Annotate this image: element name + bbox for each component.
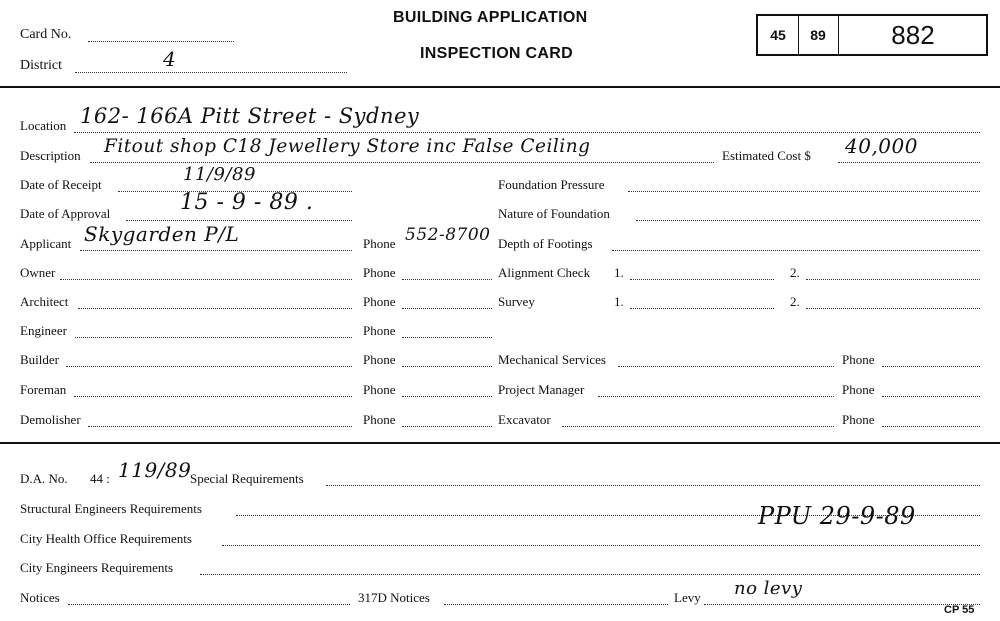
card-box-b: 89 xyxy=(798,16,839,54)
card-number-box xyxy=(756,14,988,56)
alignment-check-label: Alignment Check xyxy=(498,265,591,280)
form-code: CP 55 xyxy=(944,604,975,616)
survey-label: Survey xyxy=(498,294,535,309)
section-divider xyxy=(0,442,1000,444)
health-requirements-note: PPU 29-9-89 xyxy=(758,502,916,530)
builder-label: Builder xyxy=(20,352,59,367)
excavator-phone-field[interactable] xyxy=(882,426,980,427)
engineer-label: Engineer xyxy=(20,323,67,338)
card-number: 882 xyxy=(891,19,935,50)
survey-num-1: 1. xyxy=(614,294,624,309)
project-manager-phone-label: Phone xyxy=(842,382,875,397)
district-value: 4 xyxy=(163,47,177,71)
estimated-cost-value: 40,000 xyxy=(845,134,918,158)
card-box-a: 45 xyxy=(758,16,799,54)
owner-field[interactable] xyxy=(60,279,352,280)
structural-requirements-label: Structural Engineers Requirements xyxy=(20,501,202,516)
levy-field[interactable] xyxy=(704,604,980,605)
survey-num-2: 2. xyxy=(790,294,800,309)
engineer-field[interactable] xyxy=(75,337,352,338)
depth-footings-field[interactable] xyxy=(612,250,980,251)
excavator-phone-label: Phone xyxy=(842,412,875,427)
builder-field[interactable] xyxy=(66,366,352,367)
alignment-check-field-1[interactable] xyxy=(630,279,774,280)
demolisher-label: Demolisher xyxy=(20,412,81,427)
project-manager-field[interactable] xyxy=(598,396,834,397)
applicant-field[interactable] xyxy=(80,250,352,251)
mechanical-phone-field[interactable] xyxy=(882,366,980,367)
description-value: Fitout shop C18 Jewellery Store inc False Ceiling xyxy=(104,136,591,157)
depth-footings-label: Depth of Footings xyxy=(498,236,593,251)
demolisher-phone-label: Phone xyxy=(363,412,396,427)
demolisher-phone-field[interactable] xyxy=(402,426,492,427)
mechanical-services-label: Mechanical Services xyxy=(498,352,606,367)
applicant-label: Applicant xyxy=(20,236,72,251)
nature-foundation-field[interactable] xyxy=(636,220,980,221)
estimated-cost-label: Estimated Cost $ xyxy=(722,148,811,163)
nature-foundation-label: Nature of Foundation xyxy=(498,206,610,221)
builder-phone-label: Phone xyxy=(363,352,396,367)
owner-phone-field[interactable] xyxy=(402,279,492,280)
survey-field-1[interactable] xyxy=(630,308,774,309)
form-title-line1: BUILDING APPLICATION xyxy=(393,9,588,26)
da-number-value: 119/89 xyxy=(118,458,192,482)
applicant-phone-label: Phone xyxy=(363,236,396,251)
health-requirements-label: City Health Office Requirements xyxy=(20,531,192,546)
location-value: 162- 166A Pitt Street - Sydney xyxy=(80,104,420,128)
alignment-check-field-2[interactable] xyxy=(806,279,980,280)
health-requirements-field[interactable] xyxy=(222,545,980,546)
applicant-phone-value: 552-8700 xyxy=(405,225,491,245)
description-label: Description xyxy=(20,148,81,163)
engineer-phone-field[interactable] xyxy=(402,337,492,338)
da-prefix: 44 : xyxy=(90,471,110,486)
foreman-label: Foreman xyxy=(20,382,67,397)
levy-label: Levy xyxy=(674,590,701,605)
date-receipt-value: 11/9/89 xyxy=(183,164,256,185)
owner-label: Owner xyxy=(20,265,56,280)
notices-label: Notices xyxy=(20,590,60,605)
notices-field[interactable] xyxy=(68,604,350,605)
card-no-field[interactable] xyxy=(88,41,234,42)
alignment-num-1: 1. xyxy=(614,265,624,280)
date-approval-field[interactable] xyxy=(126,220,352,221)
card-no-label: Card No. xyxy=(20,27,72,42)
levy-value: no levy xyxy=(734,578,803,599)
notices-317d-field[interactable] xyxy=(444,604,668,605)
foreman-phone-field[interactable] xyxy=(402,396,492,397)
date-receipt-label: Date of Receipt xyxy=(20,177,102,192)
architect-label: Architect xyxy=(20,294,69,309)
owner-phone-label: Phone xyxy=(363,265,396,280)
survey-field-2[interactable] xyxy=(806,308,980,309)
date-approval-value: 15 - 9 - 89 . xyxy=(180,190,314,215)
district-field[interactable] xyxy=(75,72,347,73)
mechanical-services-field[interactable] xyxy=(618,366,834,367)
city-engineers-label: City Engineers Requirements xyxy=(20,560,174,575)
special-requirements-field[interactable] xyxy=(326,485,980,486)
excavator-field[interactable] xyxy=(562,426,834,427)
architect-field[interactable] xyxy=(78,308,352,309)
foundation-pressure-field[interactable] xyxy=(628,191,980,192)
special-requirements-label: Special Requirements xyxy=(190,471,304,486)
header-divider xyxy=(0,86,1000,88)
da-no-label: D.A. No. xyxy=(20,471,68,486)
mechanical-phone-label: Phone xyxy=(842,352,875,367)
demolisher-field[interactable] xyxy=(88,426,352,427)
foundation-pressure-label: Foundation Pressure xyxy=(498,177,605,192)
foreman-phone-label: Phone xyxy=(363,382,396,397)
estimated-cost-field[interactable] xyxy=(838,162,980,163)
notices-317d-label: 317D Notices xyxy=(358,590,430,605)
location-label: Location xyxy=(20,118,67,133)
engineer-phone-label: Phone xyxy=(363,323,396,338)
architect-phone-label: Phone xyxy=(363,294,396,309)
applicant-value: Skygarden P/L xyxy=(84,222,240,246)
alignment-num-2: 2. xyxy=(790,265,800,280)
excavator-label: Excavator xyxy=(498,412,551,427)
architect-phone-field[interactable] xyxy=(402,308,492,309)
form-title-line2: INSPECTION CARD xyxy=(420,45,573,62)
project-manager-phone-field[interactable] xyxy=(882,396,980,397)
builder-phone-field[interactable] xyxy=(402,366,492,367)
district-label: District xyxy=(20,58,62,73)
location-field[interactable] xyxy=(74,132,980,133)
date-approval-label: Date of Approval xyxy=(20,206,111,221)
project-manager-label: Project Manager xyxy=(498,382,585,397)
description-field[interactable] xyxy=(90,162,714,163)
city-engineers-field[interactable] xyxy=(200,574,980,575)
foreman-field[interactable] xyxy=(74,396,352,397)
